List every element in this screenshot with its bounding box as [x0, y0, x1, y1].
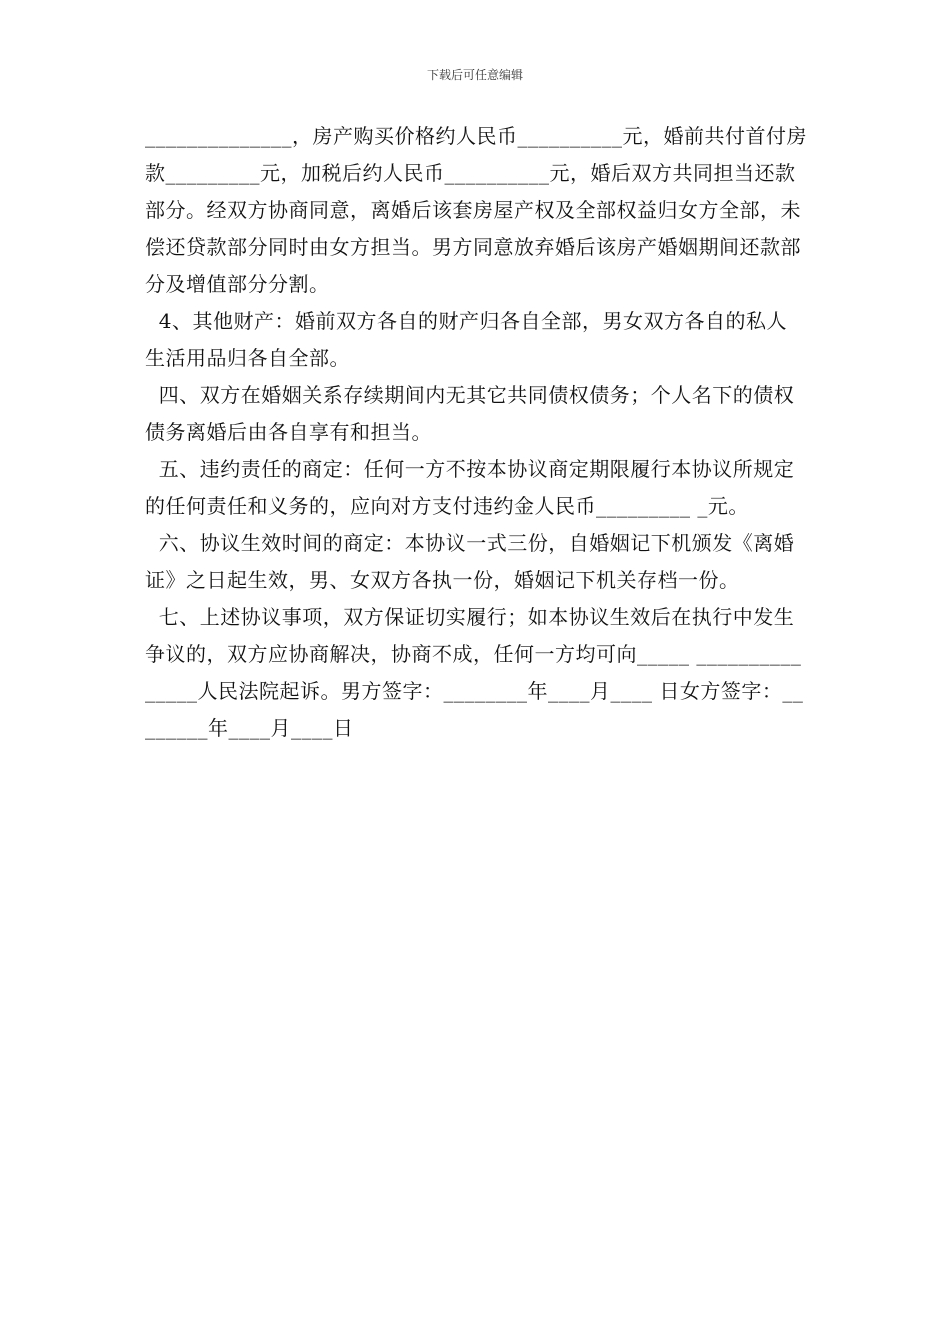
- page-header: 下载后可任意编辑: [426, 68, 523, 82]
- paragraph-other-property: 4、其他财产：婚前双方各自的财产归各自全部，男女双方各自的私人生活用品归各自全部。: [145, 309, 787, 370]
- document-body: [145, 118, 807, 747]
- paragraph-property-house: ______________，房产购买价格约人民币__________元，婚前共付首付房款_________元，加税后约人民币__________元，婚后双方共同担当还款部分。经双方协商同意，离婚后该套房屋产权及全部权益归女方全部，未偿还贷款部分同时由女方担当。男方同意放弃婚后该房产婚姻期间还款部分及增值部分分割。: [145, 124, 807, 296]
- paragraph-debts: 四、双方在婚姻关系存续期间内无其它共同债权债务；个人名下的债权债务离婚后由各自享有和担当。: [145, 383, 795, 444]
- paragraph-breach-liability: 五、违约责任的商定：任何一方不按本协议商定期限履行本协议所规定的任何责任和义务的，应向对方支付违约金人民币_________ _元。: [145, 457, 795, 518]
- paragraph-disputes-signatures: 七、上述协议事项，双方保证切实履行；如本协议生效后在执行中发生争议的，双方应协商解决，协商不成，任何一方均可向_____ _______________人民法院起诉。男方签字：________年____月____ 日女方签字：________年____月____日: [145, 605, 804, 740]
- paragraph-effective-date: 六、协议生效时间的商定：本协议一式三份，自婚姻记下机颁发《离婚证》之日起生效，男、女双方各执一份，婚姻记下机关存档一份。: [145, 531, 795, 592]
